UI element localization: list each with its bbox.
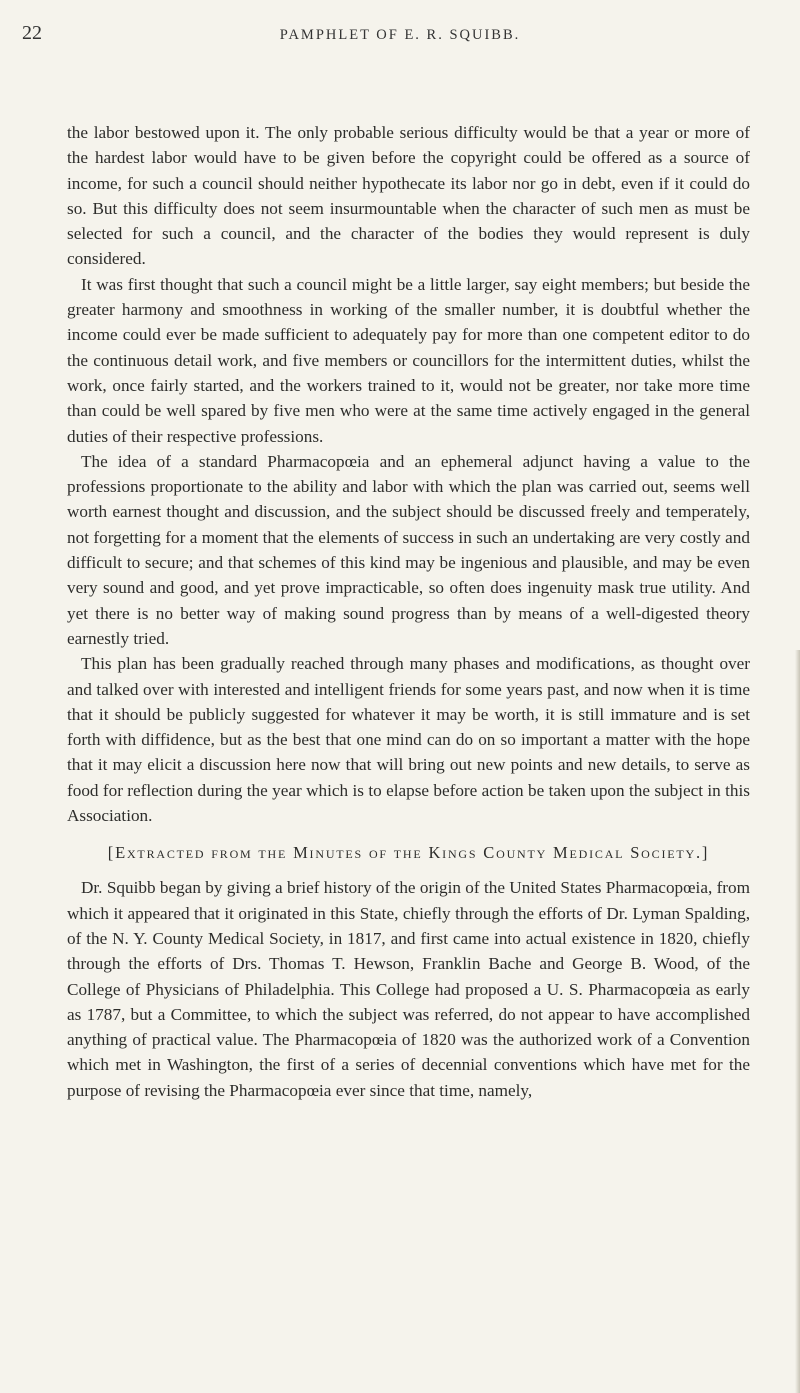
paragraph: the labor bestowed upon it. The only probable serious difficulty would be that a year or more of the hardest labor would have to be given before the copyright could be offered as a source of income, for such a council should neither hypothecate its labor nor go in debt, even if it could do so. But this difficulty does not seem insurmountable when the character of such men as must be selected for such a council, and the character of the bodies they would represent is duly considered. bbox=[67, 123, 750, 269]
paragraph: Dr. Squibb began by giving a brief history of the origin of the United States Pharmacopœia, from which it appeared that it originated in this State, chiefly through the efforts of Dr. Lyman Spalding, of the N. Y. County Medical Society, in 1817, and first came into actual existence in 1820, chiefly through the efforts of Drs. Thomas T. Hewson, Franklin Bache and George B. Wood, of the College of Physicians of Philadelphia. This College had proposed a U. S. Pharmacopœia as early as 1787, but a Committee, to which the subject was referred, do not appear to have accomplished anything of practical value. The Pharmacopœia of 1820 was the authorized work of a Convention which met in Washington, the first of a series of decennial conventions which have met for the purpose of revising the Pharmacopœia ever since that time, namely, bbox=[67, 878, 750, 1100]
paragraph: It was first thought that such a council might be a little larger, say eight members; but beside the greater harmony and smoothness in working of the smaller number, it is doubtful whether the income could ever be made sufficient to adequately pay for more than one competent editor to do the continuous detail work, and five members or councillors for the intermittent duties, whilst the work, once fairly started, and the workers trained to it, would not be greater, nor take more time than could be well spared by five men who were at the same time actively engaged in the general duties of their respective professions. bbox=[67, 274, 750, 446]
body-text bbox=[67, 120, 750, 1103]
page-number: 22 bbox=[22, 22, 42, 44]
paragraph: The idea of a standard Pharmacopœia and an ephemeral adjunct having a value to the professions proportionate to the ability and labor with which the plan was carried out, seems well worth earnest thought and discussion, and the subject should be discussed freely and temperately, not forgetting for a moment that the elements of success in such an undertaking are very costly and difficult to secure; and that schemes of this kind may be ingenious and plausible, and may be even very sound and good, and yet prove impracticable, so often does ingenuity mask true utility. And yet there is no better way of making sound progress than by means of a well-digested theory earnestly tried. bbox=[67, 451, 750, 648]
paragraph: This plan has been gradually reached through many phases and modifications, as thought over and talked over with interested and intelligent friends for some years past, and now when it is time that it should be publicly suggested for whatever it may be worth, it is still immature and is set forth with diffidence, but as the best that one mind can do on so important a matter with the hope that it may elicit a discussion here now that will bring out new points and new details, to serve as food for reflection during the year which is to elapse before action be taken upon the subject in this Association. bbox=[67, 654, 750, 826]
page-edge-shadow bbox=[795, 650, 800, 1393]
page-header bbox=[22, 22, 778, 44]
running-title: PAMPHLET OF E. R. SQUIBB. bbox=[279, 27, 521, 43]
section-heading: [Extracted from the Minutes of the Kings County Medical Society.] bbox=[107, 843, 710, 863]
